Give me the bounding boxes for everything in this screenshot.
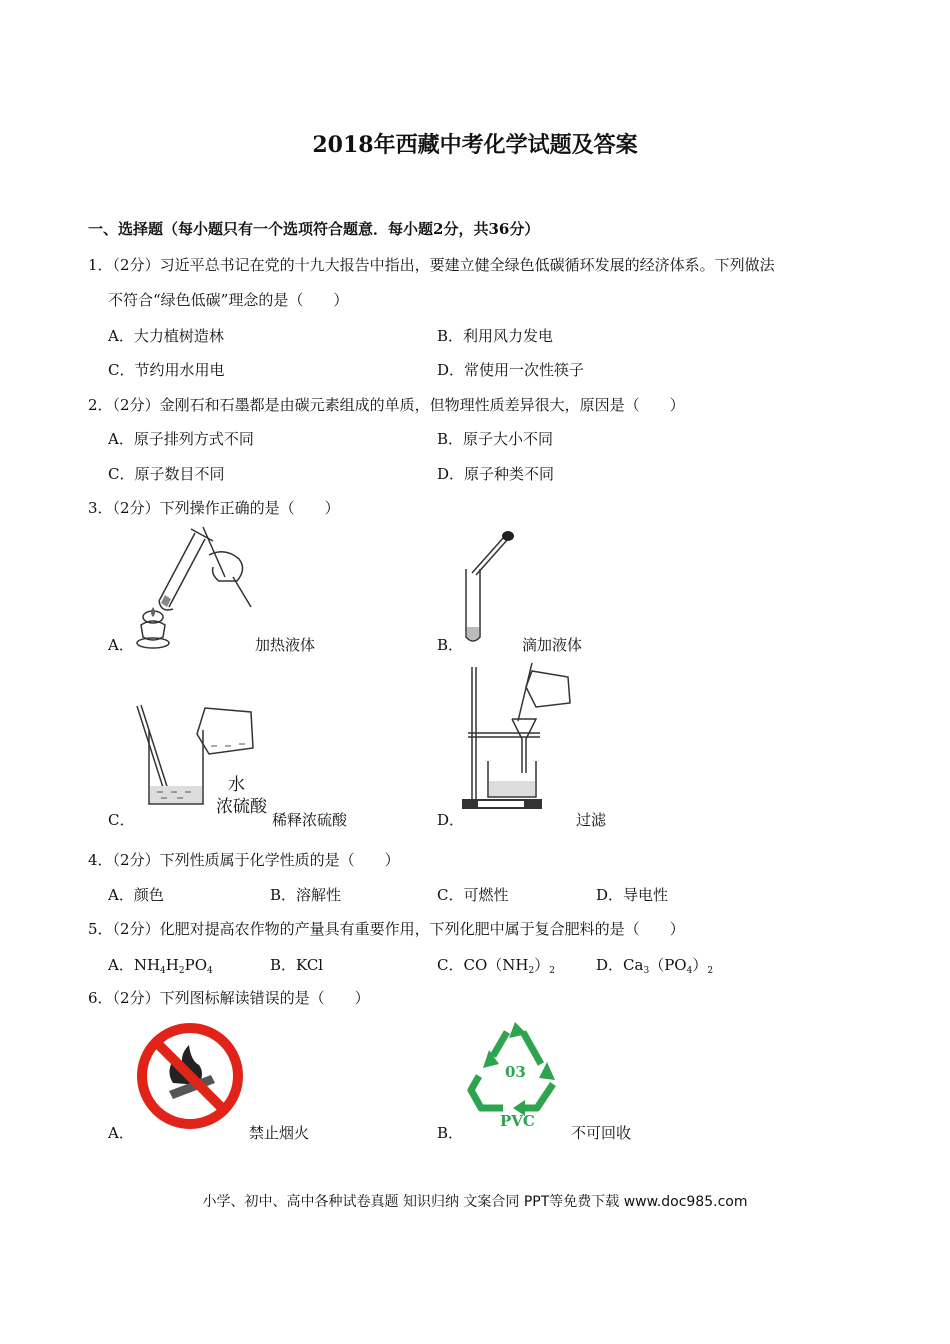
q3-option-d-caption: 过滤 <box>576 811 607 829</box>
q5-option-c: C．$CO(NH_2)_2$ <box>437 956 555 976</box>
q1-option-a: A．大力植树造林 <box>108 327 224 345</box>
q4-option-c: C．可燃性 <box>437 886 509 904</box>
q3-option-a-letter: A． <box>108 636 134 654</box>
question-4-stem: 4．（2分）下列性质属于化学性质的是（ ） <box>88 851 400 869</box>
q3-option-a-caption: 加热液体 <box>255 636 316 654</box>
no-fire-sign-icon <box>135 1021 245 1131</box>
q4-option-d: D．导电性 <box>596 886 669 904</box>
q2-option-d: D．原子种类不同 <box>437 465 555 483</box>
question-5-stem: 5．（2分）化肥对提高农作物的产量具有重要作用，下列化肥中属于复合肥料的是（ ） <box>88 920 685 938</box>
q2-option-c: C．原子数目不同 <box>108 465 225 483</box>
question-3-stem: 3．（2分）下列操作正确的是（ ） <box>88 499 340 517</box>
q3-option-b-caption: 滴加液体 <box>522 636 583 654</box>
q1-option-b: B．利用风力发电 <box>437 327 554 345</box>
q2-option-a: A．原子排列方式不同 <box>108 430 254 448</box>
q4-option-a: A．颜色 <box>108 886 164 904</box>
dropping-liquid-illustration <box>460 527 520 647</box>
q3-option-b-letter: B． <box>437 636 464 654</box>
question-1-stem: 1．（2分）习近平总书记在党的十九大报告中指出，要建立健全绿色低碳循环发展的经济体系。下列做法 <box>88 256 775 274</box>
recycle-material-label: PVC <box>500 1112 535 1130</box>
q3-option-c-letter: C． <box>108 811 135 829</box>
page-footer: 小学、初中、高中各种试卷真题 知识归纳 文案合同 PPT等免费下载 www.doc985.com <box>202 1194 748 1210</box>
q5-option-a: A．$NH_4H_2PO_4$ <box>108 956 213 976</box>
q1-option-d: D．常使用一次性筷子 <box>437 361 585 379</box>
filtration-illustration <box>460 663 575 813</box>
question-1-stem-cont: 不符合“绿色低碳”理念的是（ ） <box>108 291 349 309</box>
section-heading: 一、选择题（每小题只有一个选项符合题意．每小题2分，共36分） <box>88 220 540 238</box>
water-label: 水 <box>228 775 245 795</box>
page-title: 2018年西藏中考化学试题及答案 <box>312 132 638 158</box>
q4-option-b: B．溶解性 <box>270 886 342 904</box>
q5-option-b: B．KCl <box>270 956 324 974</box>
q6-option-a-letter: A． <box>108 1124 134 1142</box>
acid-label: 浓硫酸 <box>216 797 267 817</box>
question-2-stem: 2．（2分）金刚石和石墨都是由碳元素组成的单质，但物理性质差异很大，原因是（ ） <box>88 396 685 414</box>
q3-option-d-letter: D． <box>437 811 465 829</box>
q2-option-b: B．原子大小不同 <box>437 430 554 448</box>
q6-option-a-caption: 禁止烟火 <box>249 1124 310 1142</box>
recycle-code-label: 03 <box>505 1063 526 1081</box>
q6-option-b-caption: 不可回收 <box>571 1124 632 1142</box>
question-6-stem: 6．（2分）下列图标解读错误的是（ ） <box>88 989 370 1007</box>
q6-option-b-letter: B． <box>437 1124 464 1142</box>
heating-liquid-illustration <box>133 525 258 653</box>
q5-option-d: D．$Ca_3(PO_4)_2$ <box>596 956 714 976</box>
q1-option-c: C．节约用水用电 <box>108 361 225 379</box>
q3-option-c-caption: 稀释浓硫酸 <box>272 811 348 829</box>
